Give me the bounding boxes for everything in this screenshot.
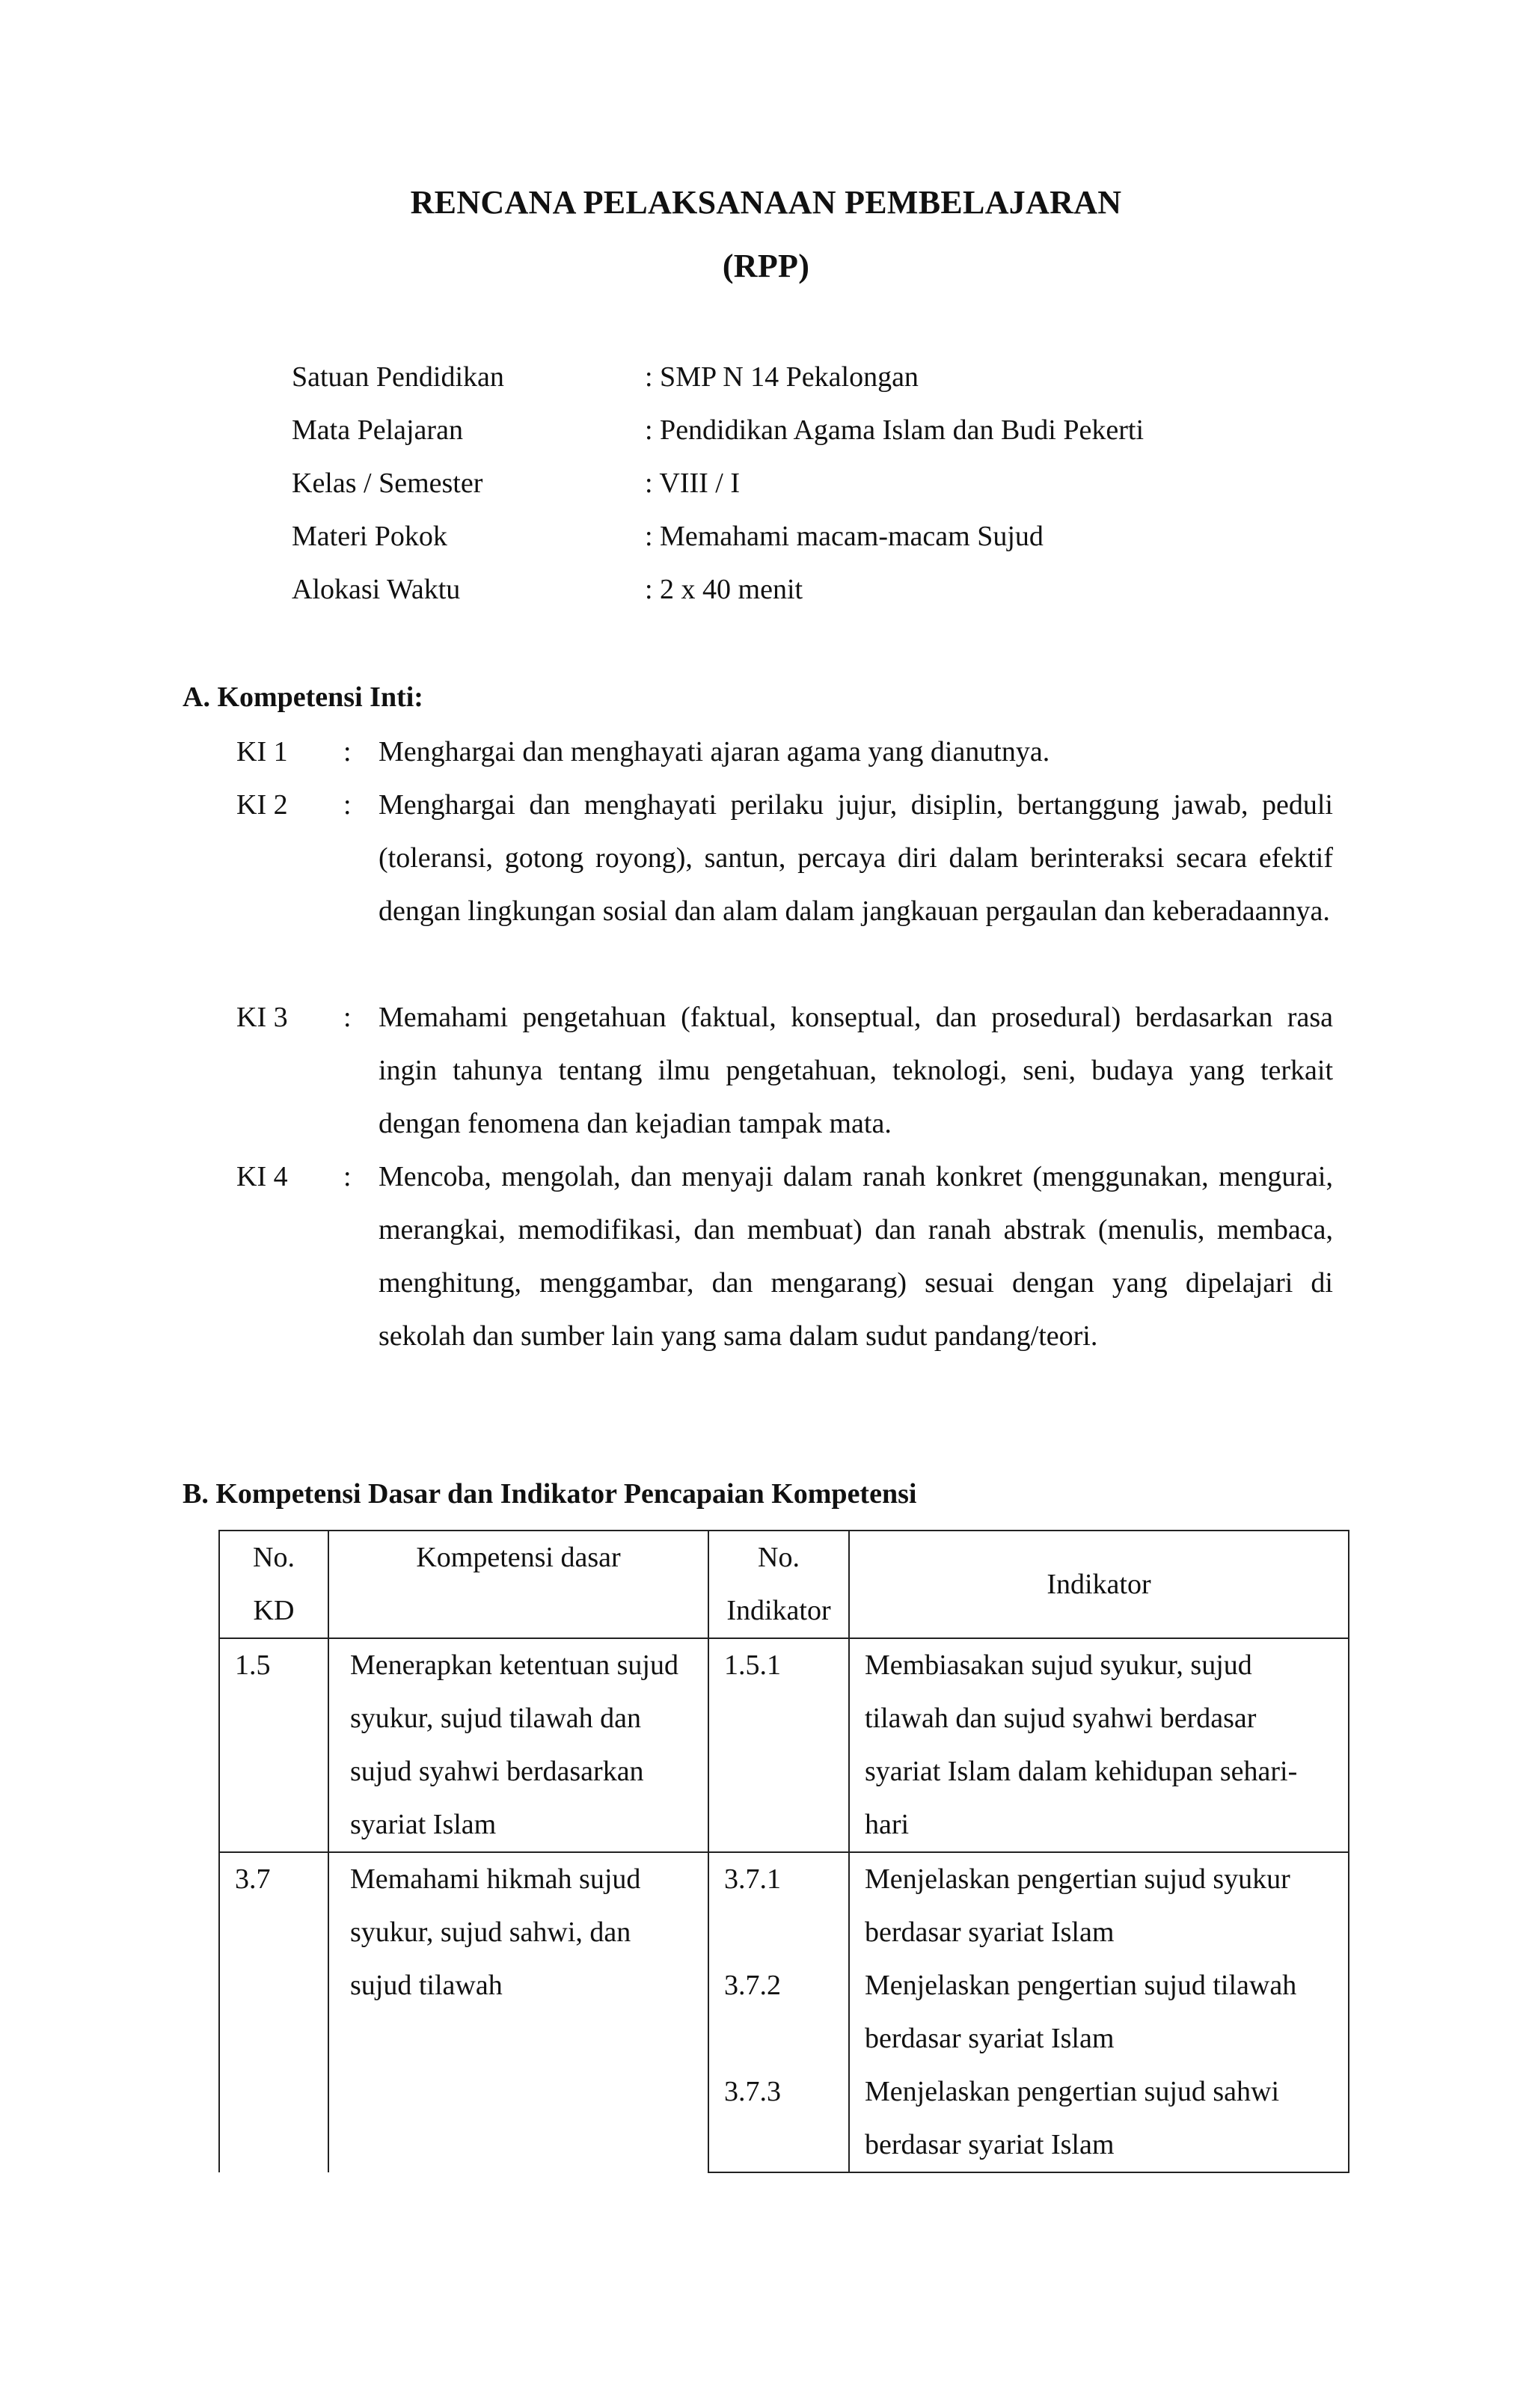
ki-code: KI 2: [236, 789, 288, 821]
header-indikator: [849, 1531, 1349, 1638]
indikator-cell: [849, 1852, 1349, 2172]
header-no-kd: [219, 1531, 328, 1638]
cell-line: Menjelaskan pengertian sujud tilawah: [865, 1970, 1297, 2001]
section-b-heading: B. Kompetensi Dasar dan Indikator Pencapaian Kompetensi: [183, 1478, 917, 1510]
indikator-number: 3.7.3: [724, 2076, 781, 2107]
identity-label: Alokasi Waktu: [292, 574, 461, 605]
table-row: [219, 1638, 1349, 1852]
table-row: [219, 1852, 1349, 2172]
cell-line: berdasar syariat Islam: [865, 2023, 1115, 2054]
indikator-number: [724, 1906, 848, 1959]
identity-label: Satuan Pendidikan: [292, 361, 504, 393]
kd-number: 1.5: [235, 1649, 271, 1681]
identity-value: : SMP N 14 Pekalongan: [645, 361, 919, 393]
section-a-heading: A. Kompetensi Inti:: [183, 681, 423, 713]
cell-line: berdasar syariat Islam: [865, 1917, 1115, 1948]
indikator-number-cell: [708, 1638, 849, 1852]
cell-line: Menerapkan ketentuan sujud: [350, 1649, 678, 1681]
kompetensi-cell: [328, 1638, 708, 1852]
cell-line: tilawah dan sujud syahwi berdasar: [865, 1703, 1257, 1734]
table-header-row: [219, 1531, 1349, 1638]
header-text: No.: [758, 1542, 800, 1573]
identity-value: : 2 x 40 menit: [645, 574, 803, 605]
header-kompetensi: [328, 1531, 708, 1638]
indikator-number: [724, 2012, 848, 2065]
identity-value: : Memahami macam-macam Sujud: [645, 521, 1044, 552]
document-title: RENCANA PELAKSANAAN PEMBELAJARAN: [410, 184, 1122, 221]
indikator-number: 3.7.1: [724, 1863, 781, 1895]
ki-text: Menghargai dan menghayati perilaku jujur, disiplin, bertanggung jawab, peduli (toleransi, gotong royong), santun, percaya diri dalam berinteraksi secara efektif dengan lingkungan sosial dan alam dalam jangkauan pergaulan dan keberadaannya.: [379, 789, 1333, 927]
indikator-number: 1.5.1: [724, 1649, 781, 1681]
cell-line: syukur, sujud tilawah dan: [350, 1703, 641, 1734]
identity-label: Mata Pelajaran: [292, 414, 463, 446]
identity-value: : Pendidikan Agama Islam dan Budi Pekerti: [645, 414, 1145, 446]
header-text: Indikator: [726, 1595, 831, 1626]
ki-code: KI 4: [236, 1161, 288, 1192]
cell-line: Menjelaskan pengertian sujud syukur: [865, 1863, 1290, 1895]
kd-table: [218, 1530, 1349, 2173]
indikator-number-cell: [708, 1852, 849, 2172]
identity-label: Kelas / Semester: [292, 468, 483, 499]
kd-number-cell: [219, 1638, 328, 1852]
ki-colon: :: [343, 1002, 352, 1033]
header-text: No.: [253, 1542, 295, 1573]
cell-line: Memahami hikmah sujud: [350, 1863, 641, 1895]
cell-line: sujud syahwi berdasarkan: [350, 1756, 644, 1787]
header-text: Indikator: [1047, 1568, 1151, 1600]
kompetensi-cell: [328, 1852, 708, 2172]
ki-code: KI 1: [236, 736, 288, 768]
kd-number-cell: [219, 1852, 328, 2172]
header-no-indikator: [708, 1531, 849, 1638]
cell-line: Menjelaskan pengertian sujud sahwi: [865, 2076, 1280, 2107]
ki-text: Memahami pengetahuan (faktual, konseptual, dan prosedural) berdasarkan rasa ingin tahunya tentang ilmu pengetahuan, teknologi, seni, budaya yang terkait dengan fenomena dan kejadian tampak mata.: [379, 1002, 1333, 1139]
ki-colon: :: [343, 736, 352, 768]
identity-value: : VIII / I: [645, 468, 740, 499]
ki-colon: :: [343, 789, 352, 821]
identity-label: Materi Pokok: [292, 521, 447, 552]
indikator-cell: [849, 1638, 1349, 1852]
ki-colon: :: [343, 1161, 352, 1192]
header-text: Kompetensi dasar: [416, 1542, 621, 1573]
cell-line: syukur, sujud sahwi, dan: [350, 1917, 631, 1948]
header-text: KD: [253, 1595, 295, 1626]
ki-text: Menghargai dan menghayati ajaran agama yang dianutnya.: [379, 736, 1050, 768]
ki-text: Mencoba, mengolah, dan menyaji dalam ranah konkret (menggunakan, mengurai, merangkai, memodifikasi, dan membuat) dan ranah abstrak (menulis, membaca, menghitung, menggambar, dan mengarang) sesuai dengan yang dipelajari di sekolah dan sumber lain yang sama dalam sudut pandang/teori.: [379, 1161, 1333, 1352]
cell-line: syariat Islam dalam kehidupan sehari-: [865, 1756, 1298, 1787]
kd-number: 3.7: [235, 1863, 271, 1895]
cell-line: berdasar syariat Islam: [865, 2129, 1115, 2160]
cell-line: sujud tilawah: [350, 1970, 503, 2001]
indikator-number: 3.7.2: [724, 1970, 781, 2001]
cell-line: hari: [865, 1809, 910, 1840]
ki-code: KI 3: [236, 1002, 288, 1033]
cell-line: syariat Islam: [350, 1809, 497, 1840]
cell-line: Membiasakan sujud syukur, sujud: [865, 1649, 1252, 1681]
document-subtitle: (RPP): [722, 248, 810, 284]
